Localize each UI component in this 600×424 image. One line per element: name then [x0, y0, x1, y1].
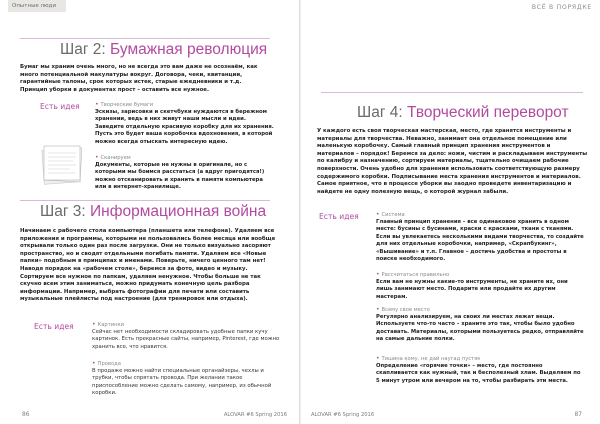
section2-idea-label: Есть идея: [40, 102, 80, 111]
page-number-right: 87: [574, 412, 582, 418]
tip-text: Эскизы, зарисовки и скетчбуки нуждаются в бережном хранении, ведь в них живут наши мысли и идеи. Заведите отдельную красивую коробку для их хранения. Пусть это будет ваша коробочка вдохновения, в которой можно всегда отыскать интересную идею.: [95, 109, 274, 145]
bullet-icon: •: [92, 360, 96, 367]
section2-heading-number: Шаг 2:: [60, 41, 106, 58]
tip-text: Документы, которые не нужны в оригинале, но с которыми мы боимся расстаться (а вдруг пригодятся!) можно отсканировать и хранить в памяти компьютера или в интернет-хранилище.: [95, 162, 265, 191]
magazine-issue-right: ALOVAR #6 Spring 2016: [311, 412, 375, 418]
section2-heading: [60, 41, 267, 59]
section3-tip-1: [92, 321, 280, 351]
magazine-issue-left: ALOVAR #6 Spring 2016: [223, 412, 287, 418]
page-number-left: 86: [22, 412, 30, 418]
section4-tip-1: [376, 211, 586, 263]
section-rule: [20, 38, 270, 39]
papers-stack-image: [40, 141, 84, 187]
section4-tip-4: [376, 355, 586, 385]
section3-heading-number: Шаг 3:: [40, 203, 86, 220]
section-rule: [20, 200, 270, 201]
left-page: [0, 0, 299, 424]
tip-title: Провода: [97, 361, 121, 367]
section4-heading-number: Шаг 4:: [357, 104, 403, 121]
tip-text: Сейчас нет необходимости складировать удобные папки кучу картинок. Есть прекрасные сайты, например, Pinterest, где можно хранить все, что нравится.: [92, 329, 280, 350]
section3-idea-label: Есть идея: [34, 322, 74, 331]
tip-title: Творческие бумаги: [100, 102, 154, 108]
section4-tip-3: [376, 306, 586, 344]
bullet-icon: •: [376, 271, 380, 278]
tip-text: Регулярно анализируем, на своих ли местах лежат вещи. Используете что-то часто – храните это так, чтобы было удобно доставать. Материалы, которыми пользуетесь редко, отправляйте на самые дальние полки.: [376, 314, 584, 343]
bullet-icon: •: [92, 321, 96, 328]
section4-tip-2: [376, 271, 586, 301]
section3-heading: [40, 203, 266, 221]
tip-text: В продаже можно найти специальные органайзеры, чехлы и трубки, чтобы спрятать провода. При желании такое приспособление можно сделать самому, например, из обычной коробки.: [92, 368, 272, 397]
right-page: [301, 0, 600, 424]
tip-text: Определение «горячие точки» – место, где постоянно скапливается как нужный, так и бесполезный хлам. Выделяем по 5 минут утром или вечером на то, чтобы разбирать эти места.: [376, 363, 581, 384]
running-header-left: Опытные люди: [8, 0, 66, 12]
tip-text: Главный принцип хранения – все одинаковое хранить в одном месте: бусины с бусинами, краски с красками, ткани с тканями. Если вы увлекаетесь несколькими видами творчества, то создайте для них отдельные коробочки, например, «Скрапбукинг», «Вышивание» и т.п. Главное – достичь удобства и простоты в поиске необходимого.: [376, 219, 584, 263]
section2-tip-1: [95, 101, 275, 146]
tip-title: Сканируем: [100, 155, 131, 161]
section-rule: [321, 92, 583, 93]
tip-title: Рассчитаться правильно: [381, 272, 450, 278]
bullet-icon: •: [376, 211, 380, 218]
tip-text: Если вам не нужны какие-то инструменты, не храните их, они лишь занимают место. Подарите или продайте их другим мастерам.: [376, 279, 568, 300]
tip-title: Система: [381, 212, 405, 218]
tip-title: Тишина кому, не дай наугад пустяк: [381, 356, 481, 362]
section4-heading-title: Творческий переворот: [407, 104, 569, 121]
bullet-icon: •: [95, 154, 99, 161]
running-header-right: ВСЁ В ПОРЯДКЕ: [531, 4, 592, 11]
tip-title: Картинки: [97, 322, 124, 328]
bullet-icon: •: [95, 101, 99, 108]
section4-lead: У каждого есть своя творческая мастерская, место, где хранятся инструменты и материалы для творчества. Неважно, занимает она отдельное помещение или маленькую коробочку. Самый главный принцип хранения инструментов и материалов – порядок! Беремся за дело: ножи, чистим и раскладываем инструменты по калибру и назначению, сортируем материалы, тщательно очищаем рабочие поверхности. Очень удобно для хранения использовать соответствующую размеру содержимого коробки. Подписывание места хранения инструментов и материалов. Самое приятное, что в процессе уборки вы заодно проведете инвентаризацию и найдете не одну полезную вещь, о которой журнал забыли.: [317, 128, 588, 195]
bullet-icon: •: [376, 306, 380, 313]
section2-tip-2: [95, 154, 275, 192]
tip-title: Всему свое место: [381, 307, 430, 313]
section2-heading-title: Бумажная революция: [110, 41, 268, 58]
section3-lead: Начинаем с рабочего стола компьютера (планшета или телефона). Удаляем все приложения и программы, которыми не пользовались более месяца или вообще открывали только один раз после загрузки. Они не только визуально засоряют пространство, но и сводят отдельными погибать памяти. Удаляем все «Новые папки» подобным в принципах и именами. Поверьте, ничего ценного там нет! Наводя порядок на «рабочем столе», беремся за фото, видео и музыку. Сортируем все нужное по папкам, удаляем ненужное. Чтобы больше не так скучно всем этим заниматься, можно придумать конечную цель разбора информации. Например, выбрать фотографии для печати или составить музыкальные плейлисты под настроение (для тренировок или отдыха).: [20, 228, 276, 303]
section3-tip-2: [92, 360, 280, 398]
bullet-icon: •: [376, 355, 380, 362]
section3-heading-title: Информационная война: [90, 203, 267, 220]
section2-lead: Бумаг мы храним очень много, но не всегда это вам даже не осознаём, как много потенциальной макулатуры вокруг. Договора, чеки, квитанции, гарантийные талоны, срок которых истек, старые ежедневники и т.д. Принцип уборки в документах прост – оставить все нужное.: [20, 64, 258, 93]
section4-heading: [357, 104, 569, 122]
section4-idea-label: Есть идея: [319, 212, 359, 221]
